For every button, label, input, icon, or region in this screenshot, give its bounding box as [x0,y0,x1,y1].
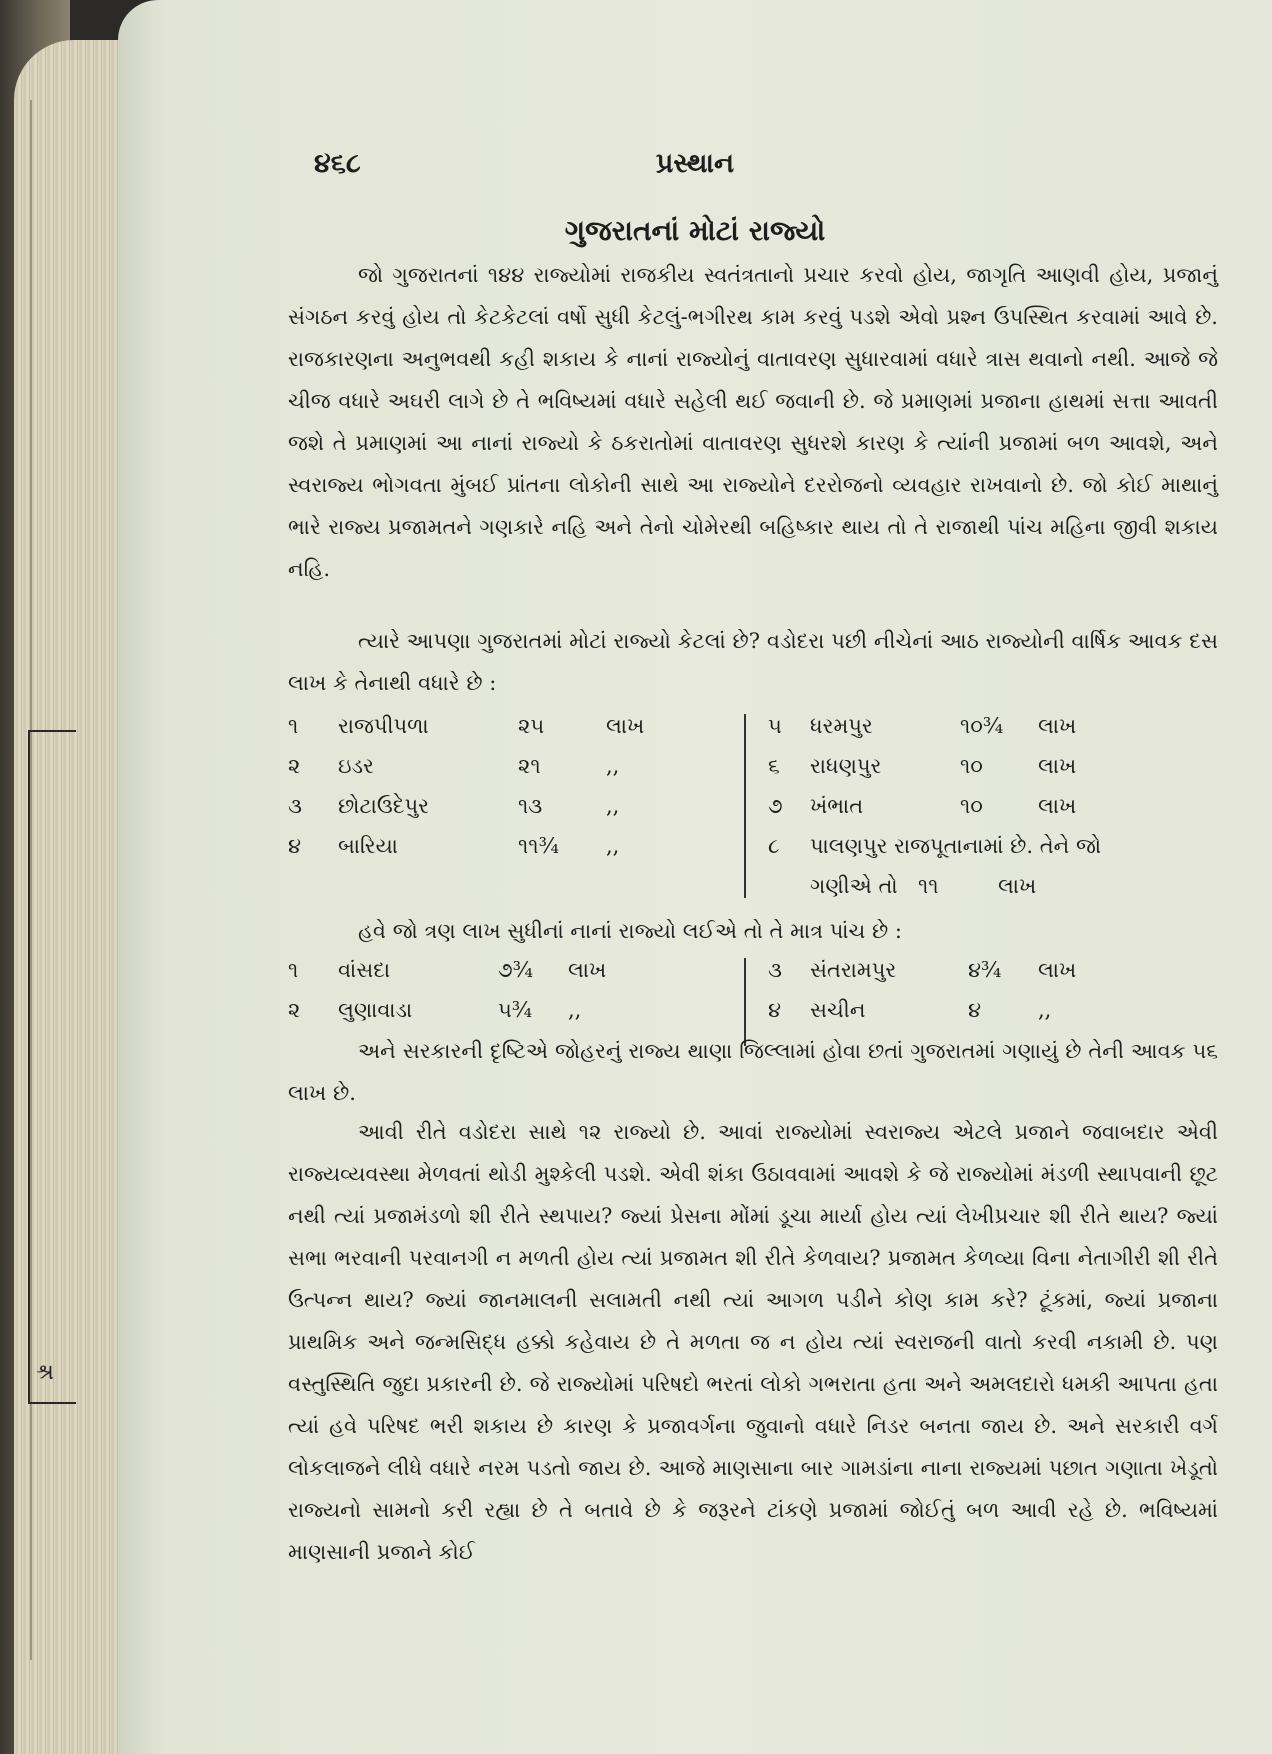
table-row: ૩ સંતરામપુર ૪¾ લાખ [768,958,1077,982]
small-states-left-column [288,958,728,1038]
table-row-continuation: ગણીએ તો ૧૧ લાખ [810,874,1037,898]
large-states-left-column [288,714,728,874]
table-row: ૧ રાજપીપળા ૨૫ લાખ [288,714,645,738]
running-head: પ્રસ્થાન [655,148,735,179]
paragraph-4: અને સરકારની દૃષ્ટિએ જોહરનું રાજ્ય થાણા જિલ્લામાં હોવા છતાં ગુજરાતમાં ગણાયું છે તેની આવક ૫૬ લાખ છે. [288,1039,1218,1105]
book-page [118,0,1272,1754]
paragraph-5: આવી રીતે વડોદરા સાથે ૧૨ રાજ્યો છે. આવાં રાજ્યોમાં સ્વરાજ્ય એટલે પ્રજાને જવાબદાર એવી રાજ્યવ્યવસ્થા મેળવતાં થોડી મુશ્કેલી પડશે. એવી શંકા ઉઠાવવામાં આવશે કે જે રાજ્યોમાં મંડળી સ્થાપવાની છૂટ નથી ત્યાં પ્રજામંડળો શી રીતે સ્થપાય? જ્યાં પ્રેસના મોંમાં ડૂચા માર્યા હોય ત્યાં લેખીપ્રચાર શી રીતે થાય? જ્યાં સભા ભરવાની પરવાનગી ન મળતી હોય ત્યાં પ્રજામત શી રીતે કેળવાય? પ્રજામત કેળવ્યા વિના નેતાગીરી શી રીતે ઉત્પન્ન થાય? જ્યાં જાનમાલની સલામતી નથી ત્યાં આગળ પડીને કોણ કામ કરે? ટૂંકમાં, જ્યાં પ્રજાના પ્રાથમિક અને જન્મસિદ્ધ હક્કો કહેવાય છે તે મળતા જ ન હોય ત્યાં સ્વરાજની વાતો કરવી નકામી છે. પણ વસ્તુસ્થિતિ જુદા પ્રકારની છે. જે રાજ્યોમાં પરિષદો ભરતાં લોકો ગભરાતા હતા અને અમલદારો ધમકી આપતા હતા ત્યાં હવે પરિષદ ભરી શકાય છે કારણ કે પ્રજાવર્ગના જુવાનો વધારે નિડર બનતા જાય છે. અને સરકારી વર્ગ લોકલાજને લીધે વધારે નરમ પડતો જાય છે. આજે માણસાના બાર ગામડાંના નાના રાજ્યમાં પછાત ગણાતા ખેડૂતો રાજ્યનો સામનો કરી રહ્યા છે તે બતાવે છે કે જરૂરને ટાંકણે પ્રજામાં જોઈતું બળ આવી રહે છે. ભવિષ્યમાં માણસાની પ્રજાને કોઈ [288,1120,1218,1564]
paragraph-2: ત્યારે આપણા ગુજરાતમાં મોટાં રાજ્યો કેટલાં છે? વડોદરા પછી નીચેનાં આઠ રાજ્યોની વાર્ષિક આવક દસ લાખ કે તેનાથી વધારે છે : [288,629,1218,695]
page-number: ૪૬૮ [314,148,361,179]
table-row: ૫ ધરમપુર ૧૦¾ લાખ [768,714,1077,738]
table-row: ૪ બારિયા ૧૧¾ ,, [288,834,620,858]
table-row: ૨ ઇડર ૨૧ ,, [288,754,620,778]
small-states-right-column [768,958,1218,1038]
table-row: ૭ ખંભાત ૧૦ લાખ [768,794,1077,818]
table-divider [744,714,746,898]
margin-bracket [28,730,76,1404]
table-row: ૨ લુણાવાડા ૫¾ ,, [288,998,582,1022]
margin-mark: શ્ર [36,1360,54,1385]
large-states-right-column [768,714,1218,914]
large-states-table [288,714,1218,898]
table-row: ૬ રાધણપુર ૧૦ લાખ [768,754,1077,778]
table-row: ૩ છોટાઉદેપુર ૧૩ ,, [288,794,620,818]
table-row: ૮ પાલણપુર રાજપૂતાનામાં છે. તેને જો [768,834,1102,858]
section-title: ગુજરાતનાં મોટાં રાજ્યો [564,214,826,247]
paragraph-3: હવે જો ત્રણ લાખ સુધીનાં નાનાં રાજ્યો લઈએ તો તે માત્ર પાંચ છે : [358,919,902,943]
table-row: ૧ વાંસદા ૭¾ લાખ [288,958,607,982]
paragraph-1: જો ગુજરાતનાં ૧૪૪ રાજ્યોમાં રાજકીય સ્વતંત્રતાનો પ્રચાર કરવો હોય, જાગૃતિ આણવી હોય, પ્રજાનું સંગઠન કરવું હોય તો કેટકેટલાં વર્ષો સુધી કેટલું-ભગીરથ કામ કરવું પડશે એવો પ્રશ્ન ઉપસ્થિત કરવામાં આવે છે. રાજકારણના અનુભવથી કહી શકાય કે નાનાં રાજ્યોનું વાતાવરણ સુધારવામાં વધારે ત્રાસ થવાનો નથી. આજે જે ચીજ વધારે અઘરી લાગે છે તે ભવિષ્યમાં વધારે સહેલી થઈ જવાની છે. જે પ્રમાણમાં પ્રજાના હાથમાં સત્તા આવતી જશે તે પ્રમાણમાં આ નાનાં રાજ્યો કે ઠકરાતોમાં વાતાવરણ સુધરશે કારણ કે ત્યાંની પ્રજામાં બળ આવશે, અને સ્વરાજ્ય ભોગવતા મુંબઈ પ્રાંતના લોકોની સાથે આ રાજ્યોને દરરોજનો વ્યવહાર રાખવાનો છે. જો કોઈ માથાનું ભારે રાજ્ય પ્રજામતને ગણકારે નહિ અને તેનો ચોમેરથી બહિષ્કાર થાય તો તે રાજાથી પાંચ મહિના જીવી શકાય નહિ. [288,263,1218,581]
table-row: ૪ સચીન ૪ ,, [768,998,1052,1022]
